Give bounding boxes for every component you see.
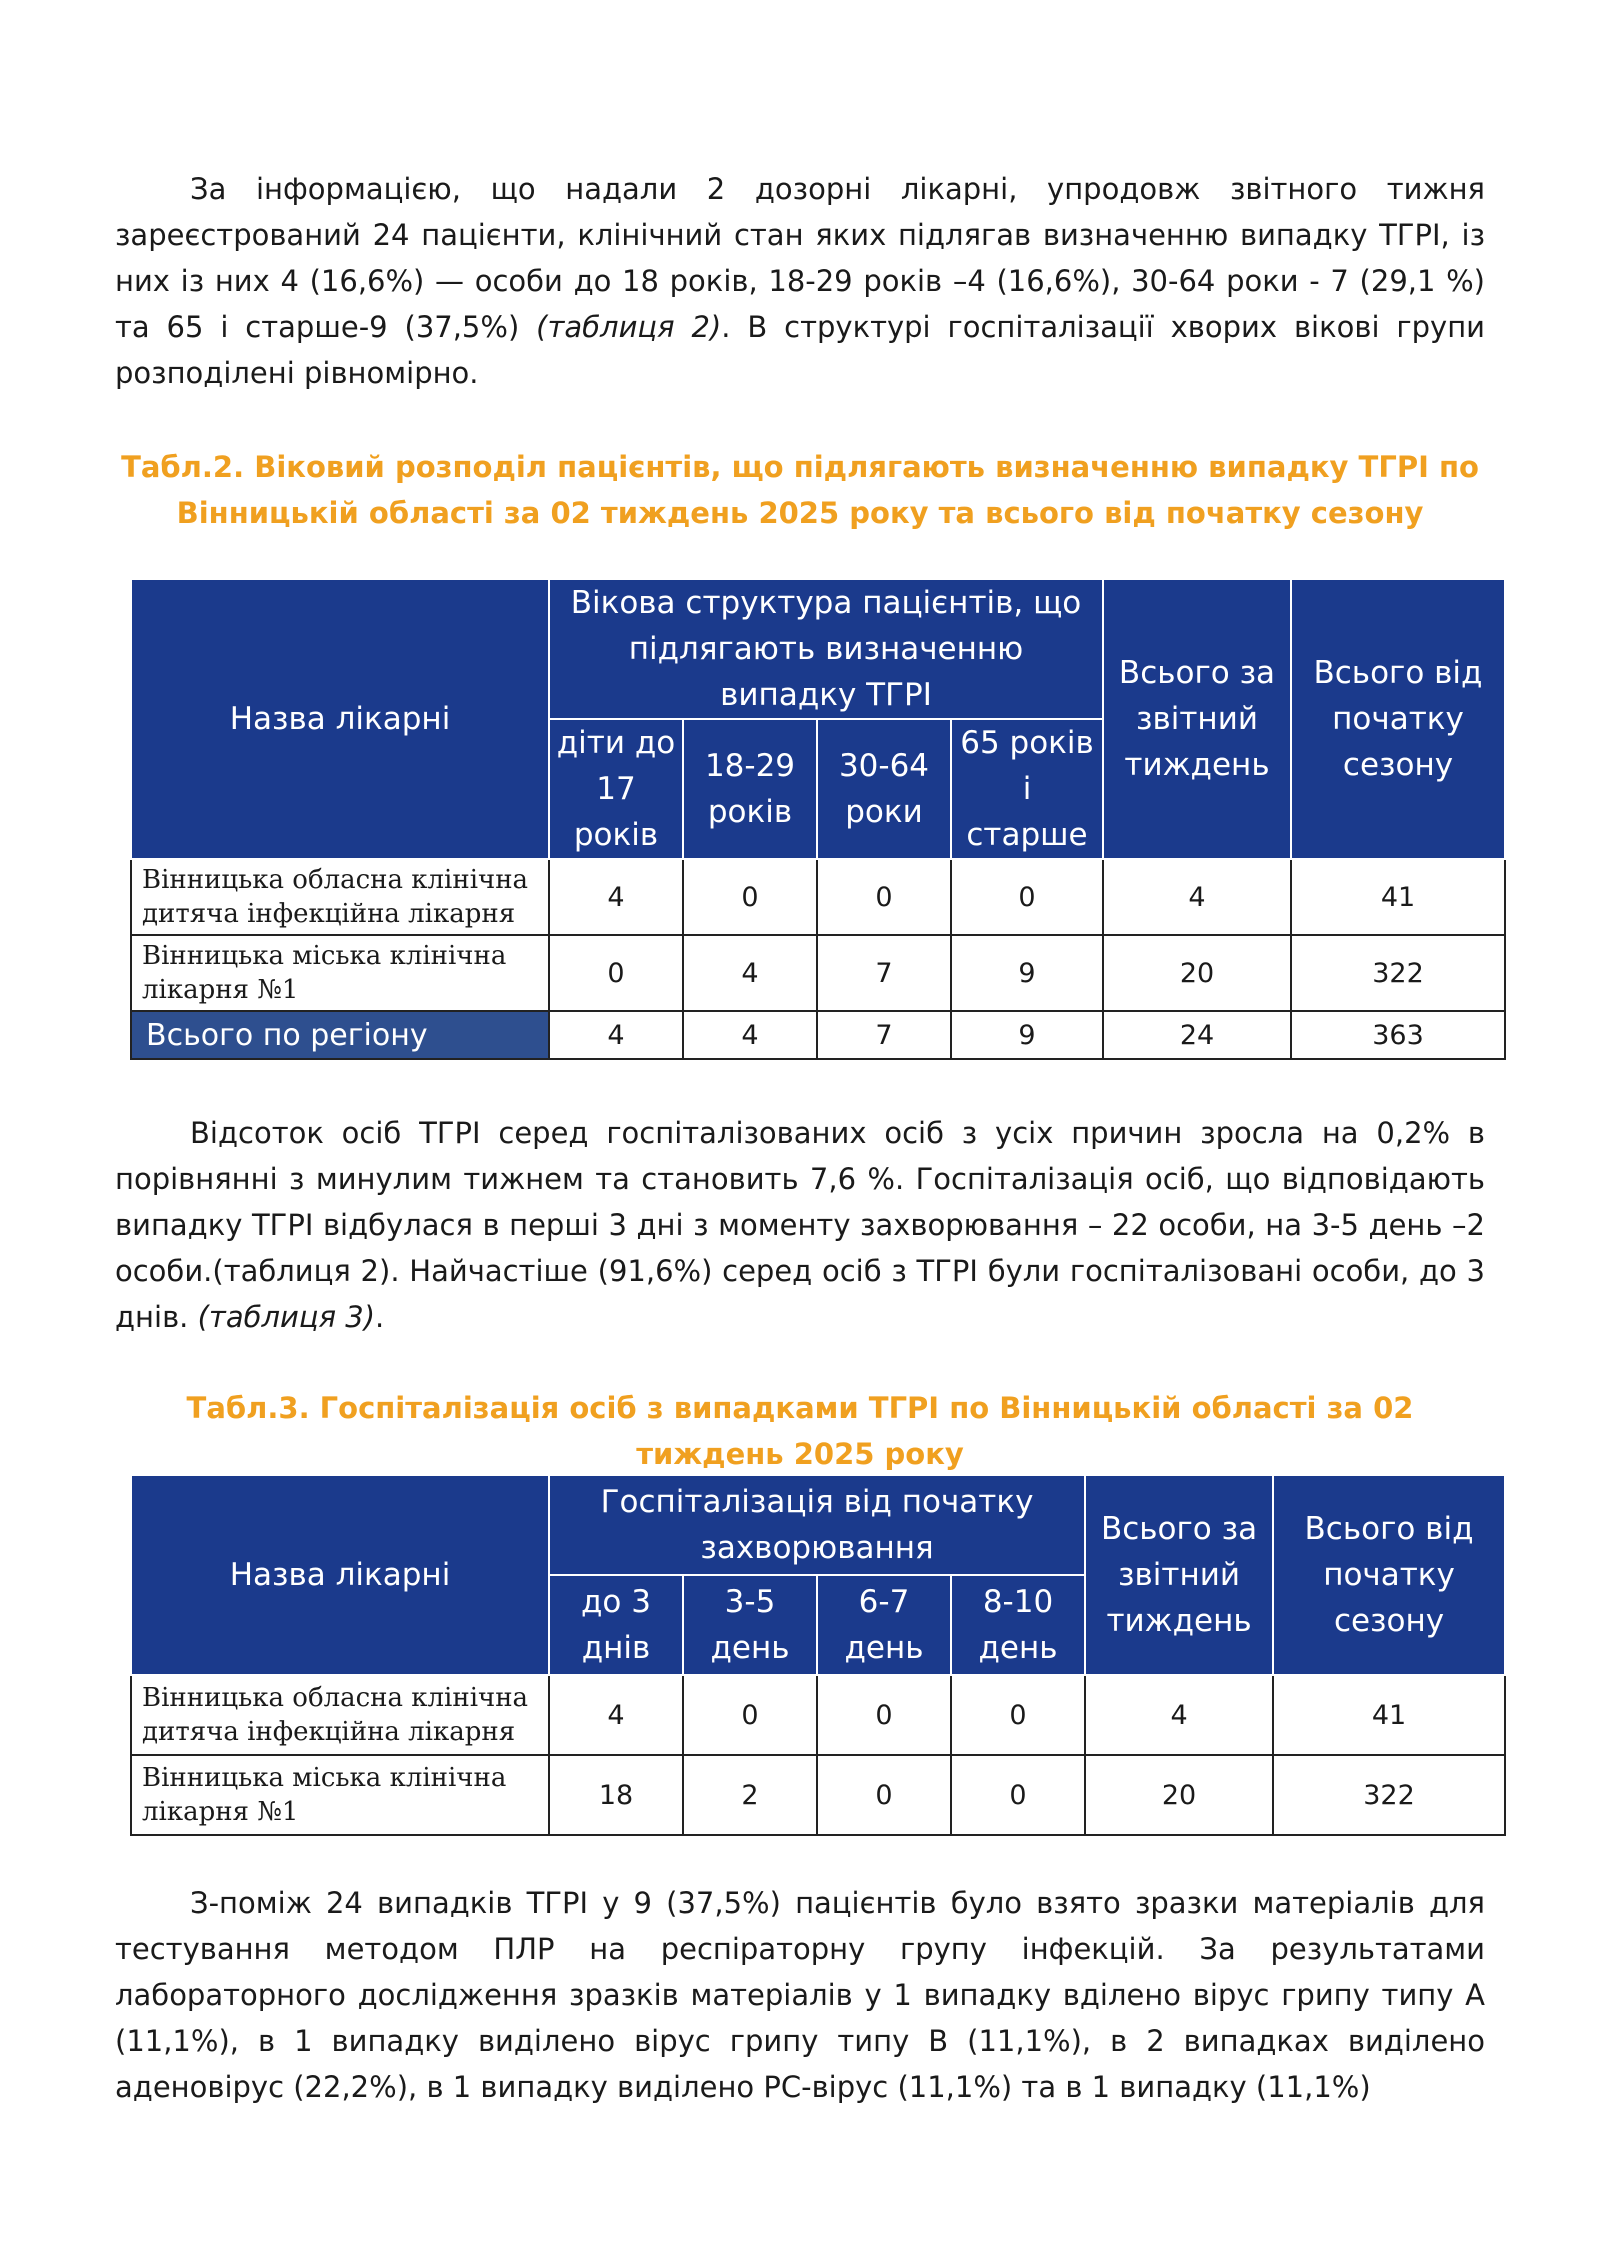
cell-value: 0 [951, 1755, 1085, 1835]
cell-value: 41 [1273, 1675, 1505, 1755]
cell-value: 0 [683, 859, 817, 935]
col-header-age: 65 років і старше [951, 719, 1103, 859]
cell-value: 2 [683, 1755, 817, 1835]
paragraph-hospitalization [115, 1110, 1485, 1340]
cell-value: 4 [549, 859, 683, 935]
paragraph-text: Відсоток осіб ТГРІ серед госпіталізованих осіб з усіх причин зросла на 0,2% в порівнянні з минулим тижнем та становить 7,6 %. Госпіталізація осіб, що відповідають випадку ТГРІ відбулася в перші 3 дні з моменту захворювання – 22 особи, на 3-5 день –2 особи.(таблиця 2). Найчастіше (91,6%) серед осіб з ТГРІ були госпіталізовані особи, до 3 днів. [115, 1116, 1485, 1334]
cell-value: 18 [549, 1755, 683, 1835]
col-header-season-total: Всього від початку сезону [1291, 579, 1505, 859]
cell-value: 322 [1273, 1755, 1505, 1835]
cell-value: 0 [951, 859, 1103, 935]
table2-age-distribution [130, 578, 1506, 1060]
col-header-hospital: Назва лікарні [131, 1475, 549, 1675]
cell-value: 322 [1291, 935, 1505, 1011]
table3-hospitalization [130, 1474, 1506, 1836]
table-row [131, 935, 1505, 1011]
cell-value: 4 [1085, 1675, 1273, 1755]
table-row [131, 859, 1505, 935]
cell-value: 20 [1085, 1755, 1273, 1835]
col-header-age: діти до 17 років [549, 719, 683, 859]
table-reference: (таблиця 3) [197, 1300, 376, 1334]
cell-value: 4 [683, 935, 817, 1011]
cell-value: 24 [1103, 1011, 1291, 1059]
paragraph-text: За інформацією, що надали 2 дозорні лікарні, упродовж звітного тижня зареєстрований 24 пацієнти, клінічний стан яких підлягав визначенню випадку ТГРІ, із них із них 4 (16,6%) — особи до 18 років, 18-29 років –4 (16,6%), 30-64 роки - 7 (29,1 %) та 65 і старше-9 (37,5%) [115, 172, 1485, 344]
hospital-name: Вінницька міська клінічна лікарня №1 [131, 1755, 549, 1835]
hospital-name: Вінницька обласна клінічна дитяча інфекційна лікарня [131, 859, 549, 935]
col-header-days: 6-7 день [817, 1575, 951, 1675]
col-header-days: 8-10 день [951, 1575, 1085, 1675]
col-header-days: до 3 днів [549, 1575, 683, 1675]
cell-value: 0 [817, 1675, 951, 1755]
paragraph-age-distribution [115, 166, 1485, 396]
cell-value: 7 [817, 935, 951, 1011]
col-header-week-total: Всього за звітний тиждень [1085, 1475, 1273, 1675]
col-header-season-total: Всього від початку сезону [1273, 1475, 1505, 1675]
col-header-age: 18-29 років [683, 719, 817, 859]
paragraph-text: . [375, 1300, 385, 1334]
cell-value: 0 [951, 1675, 1085, 1755]
table-row [131, 1755, 1505, 1835]
col-header-week-total: Всього за звітний тиждень [1103, 579, 1291, 859]
cell-value: 4 [683, 1011, 817, 1059]
cell-value: 363 [1291, 1011, 1505, 1059]
table-row [131, 1675, 1505, 1755]
cell-value: 4 [1103, 859, 1291, 935]
cell-value: 7 [817, 1011, 951, 1059]
paragraph-text: . В структурі госпіталізації хворих вікові групи розподілені рівномірно. [115, 310, 1486, 390]
table-reference: (таблиця 2) [536, 310, 722, 344]
col-header-days: 3-5 день [683, 1575, 817, 1675]
cell-value: 4 [549, 1011, 683, 1059]
hospital-name: Вінницька обласна клінічна дитяча інфекційна лікарня [131, 1675, 549, 1755]
col-header-hospitalization: Госпіталізація від початку захворювання [549, 1475, 1085, 1575]
col-header-age-group: Вікова структура пацієнтів, що підлягають визначенню випадку ТГРІ [549, 579, 1103, 719]
cell-value: 20 [1103, 935, 1291, 1011]
region-total-label: Всього по регіону [131, 1011, 549, 1059]
cell-value: 0 [549, 935, 683, 1011]
cell-value: 41 [1291, 859, 1505, 935]
cell-value: 0 [817, 1755, 951, 1835]
cell-value: 0 [817, 859, 951, 935]
table-total-row [131, 1011, 1505, 1059]
cell-value: 4 [549, 1675, 683, 1755]
cell-value: 0 [683, 1675, 817, 1755]
cell-value: 9 [951, 935, 1103, 1011]
paragraph-text: З-поміж 24 випадків ТГРІ у 9 (37,5%) пацієнтів було взято зразки матеріалів для тестування методом ПЛР на респіраторну групу інфекцій. За результатами лабораторного дослідження зразків матеріалів у 1 випадку вділено вірус грипу типу А (11,1%), в 1 випадку виділено вірус грипу типу В (11,1%), в 2 випадках виділено аденовірус (22,2%), в 1 випадку виділено РС-вірус (11,1%) та в 1 випадку (11,1%) [115, 1886, 1485, 2104]
table3-caption: Табл.3. Госпіталізація осіб з випадками ТГРІ по Вінницькій області за 02 тиждень 2025 року [186, 1391, 1414, 1471]
col-header-hospital: Назва лікарні [131, 579, 549, 859]
cell-value: 9 [951, 1011, 1103, 1059]
paragraph-lab-results [115, 1880, 1485, 2110]
col-header-age: 30-64 роки [817, 719, 951, 859]
table2-caption: Табл.2. Віковий розподіл пацієнтів, що підлягають визначенню випадку ТГРІ по Вінницькій області за 02 тиждень 2025 року та всього від початку сезону [121, 450, 1479, 530]
hospital-name: Вінницька міська клінічна лікарня №1 [131, 935, 549, 1011]
